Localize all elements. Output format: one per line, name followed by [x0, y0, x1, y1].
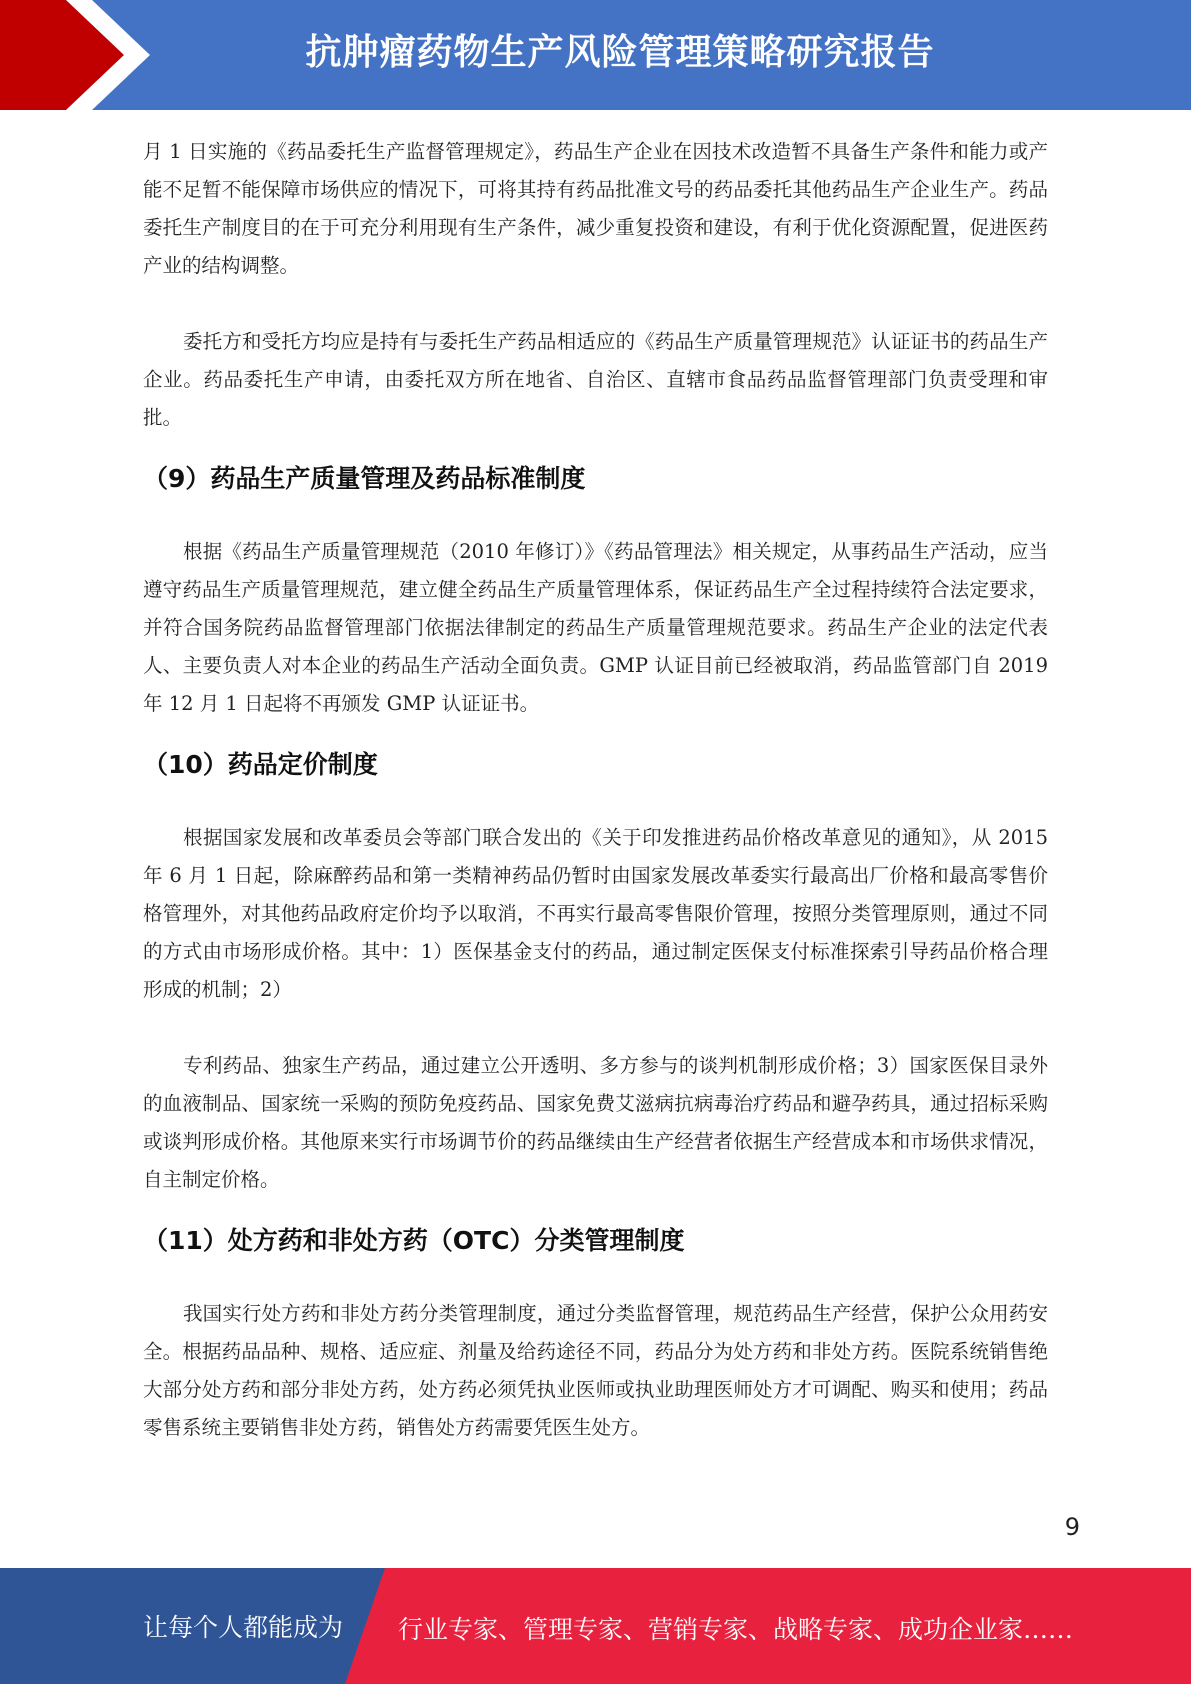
document-body: [143, 133, 1048, 1447]
footer-slogan-right: 行业专家、管理专家、营销专家、战略专家、成功企业家……: [398, 1615, 1074, 1644]
section-heading-11: （11）处方药和非处方药（OTC）分类管理制度: [143, 1226, 685, 1255]
page-header: [0, 0, 1191, 110]
paragraph-1: 月 1 日实施的《药品委托生产监督管理规定》，药品生产企业在因技术改造暂不具备生产条件和能力或产能不足暂不能保障市场供应的情况下，可将其持有药品批准文号的药品委托其他药品生产企业生产。药品委托生产制度目的在于可充分利用现有生产条件，减少重复投资和建设，有利于优化资源配置，促进医药产业的结构调整。: [143, 140, 1048, 277]
paragraph-3: 根据《药品生产质量管理规范（2010 年修订）》《药品管理法》相关规定，从事药品生产活动，应当遵守药品生产质量管理规范，建立健全药品生产质量管理体系，保证药品生产全过程持续符合法定要求，并符合国务院药品监督管理部门依据法律制定的药品生产质量管理规范要求。药品生产企业的法定代表人、主要负责人对本企业的药品生产活动全面负责。GMP 认证目前已经被取消，药品监管部门自 2019 年 12 月 1 日起将不再颁发 GMP 认证证书。: [143, 540, 1048, 715]
page-footer: [0, 1568, 1191, 1684]
paragraph-gap: [143, 1009, 1048, 1047]
paragraph-6: 我国实行处方药和非处方药分类管理制度，通过分类监督管理，规范药品生产经营，保护公众用药安全。根据药品品种、规格、适应症、剂量及给药途径不同，药品分为处方药和非处方药。医院系统销售绝大部分处方药和部分非处方药，处方药必须凭执业医师或执业助理医师处方才可调配、购买和使用；药品零售系统主要销售非处方药，销售处方药需要凭医生处方。: [143, 1302, 1048, 1439]
page-number: 9: [1064, 1513, 1080, 1541]
paragraph-4: 根据国家发展和改革委员会等部门联合发出的《关于印发推进药品价格改革意见的通知》，从 2015 年 6 月 1 日起，除麻醉药品和第一类精神药品仍暂时由国家发展改革委实行最高出厂价格和最高零售价格管理外，对其他药品政府定价均予以取消，不再实行最高零售限价管理，按照分类管理原则，通过不同的方式由市场形成价格。其中：1）医保基金支付的药品，通过制定医保支付标准探索引导药品价格合理形成的机制；2）: [143, 826, 1048, 1001]
header-title: 抗肿瘤药物生产风险管理策略研究报告: [305, 32, 935, 73]
paragraph-gap: [143, 285, 1048, 323]
paragraph-2: 委托方和受托方均应是持有与委托生产药品相适应的《药品生产质量管理规范》认证证书的药品生产企业。药品委托生产申请，由委托双方所在地省、自治区、直辖市食品药品监督管理部门负责受理和审批。: [143, 330, 1048, 429]
section-heading-9: （9）药品生产质量管理及药品标准制度: [143, 464, 586, 493]
section-heading-10: （10）药品定价制度: [143, 750, 378, 779]
footer-slogan-left: 让每个人都能成为: [143, 1613, 344, 1642]
paragraph-5: 专利药品、独家生产药品，通过建立公开透明、多方参与的谈判机制形成价格；3）国家医保目录外的血液制品、国家统一采购的预防免疫药品、国家免费艾滋病抗病毒治疗药品和避孕药具，通过招标采购或谈判形成价格。其他原来实行市场调节价的药品继续由生产经营者依据生产经营成本和市场供求情况，自主制定价格。: [143, 1054, 1048, 1191]
